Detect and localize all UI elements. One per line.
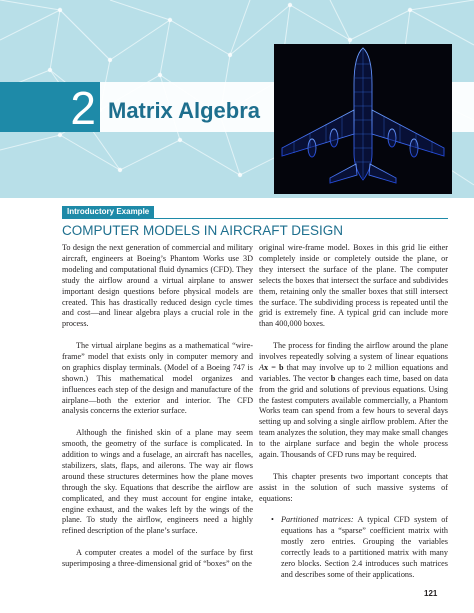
list-item [259,515,448,580]
wireframe-airplane-image [274,44,452,194]
equation-equals: = [268,362,279,372]
intro-divider [62,218,448,219]
paragraph-text: The process for finding the airflow around the plane involves repeatedly solving a system of linear equations [259,341,448,361]
chapter-number: 2 [70,82,96,134]
bullet-term: Partitioned matrices: [281,515,354,525]
equation-matrix-a: A [259,362,265,372]
right-column [259,243,448,581]
airplane-wireframe-icon [274,44,452,194]
vector-b: b [330,373,336,383]
chapter-number-block [0,82,100,132]
paragraph-text: changes each time, based on data from the grid and solutions of previous equations. Using the fastest computers available commercially, a Phantom Works team can spend from a few hours to several days setting up and solving a single airflow problem. After the team analyzes the solution, they may make small changes to the airplane surface and begin the whole process again. Thousands of CFD runs may be required. [259,373,448,460]
paragraph: The virtual airplane begins as a mathematical “wire-frame” model that exists only in computer memory and on graphics display terminals. (Model of a Boeing 747 is shown.) This mathematical model organizes and influences each step of the design and manufacture of the airplane—both the exterior and interior. The CFD analysis concerns the exterior surface. [62,341,253,416]
left-column [62,243,253,581]
bullet-icon: • [271,515,274,525]
page-number: 121 [424,589,438,598]
paragraph: Although the finished skin of a plane may seem smooth, the geometry of the surface is complicated. In addition to wings and a fuselage, an aircraft has nacelles, stabilizers, slats, flaps, and ailerons. The way air flows around these structures determines how the plane moves through the sky. Equations that describe the airflow are complicated, and they must account for engine intake, engine exhaust, and the wakes left by the wings of the plane. To study the airflow, engineers need a highly refined description of the plane’s surface. [62,428,253,536]
equation-vector-x: x [264,362,269,372]
chapter-banner [0,0,474,198]
section-heading: COMPUTER MODELS IN AIRCRAFT DESIGN [62,223,344,238]
chapter-title: Matrix Algebra [108,98,261,123]
paragraph: This chapter presents two important concepts that assist in the solution of such massive systems of equations: [259,471,448,503]
paragraph-text: that may involve up to 2 million equations and variables. The vector [259,362,449,383]
introductory-example-tag: Introductory Example [62,206,154,218]
bullet-description: A typical CFD system of equations has a “sparse” coefficient matrix with mostly zero entries. Grouping the variables correctly leads to a partitioned matrix with many zero blocks. Section 2.4 introduces such matrices and describes some of their applications. [281,515,449,579]
equation-vector-b: b [278,362,284,372]
paragraph [259,341,448,461]
paragraph: A computer creates a model of the surface by first superimposing a three-dimensional grid of “boxes” on the [62,548,253,568]
chapter-title-row [0,82,260,132]
paragraph: original wire-frame model. Boxes in this grid lie either completely inside or completely outside the plane, or they intersect the surface of the plane. The computer selects the boxes that intersect the surface and subdivides them, retaining only the smaller boxes that still intersect the surface. The subdividing process is repeated until the grid is extremely fine. A typical grid can include more than 400,000 boxes. [259,243,448,329]
paragraph: To design the next generation of commercial and military aircraft, engineers at Boeing’s Phantom Works use 3D modeling and computational fluid dynamics (CFD). They study the airflow around a virtual airplane to answer important design questions before physical models are created. This has drastically reduced design cycle times and cost—and linear algebra plays a crucial role in the process. [62,243,253,329]
bullet-text [281,515,448,580]
